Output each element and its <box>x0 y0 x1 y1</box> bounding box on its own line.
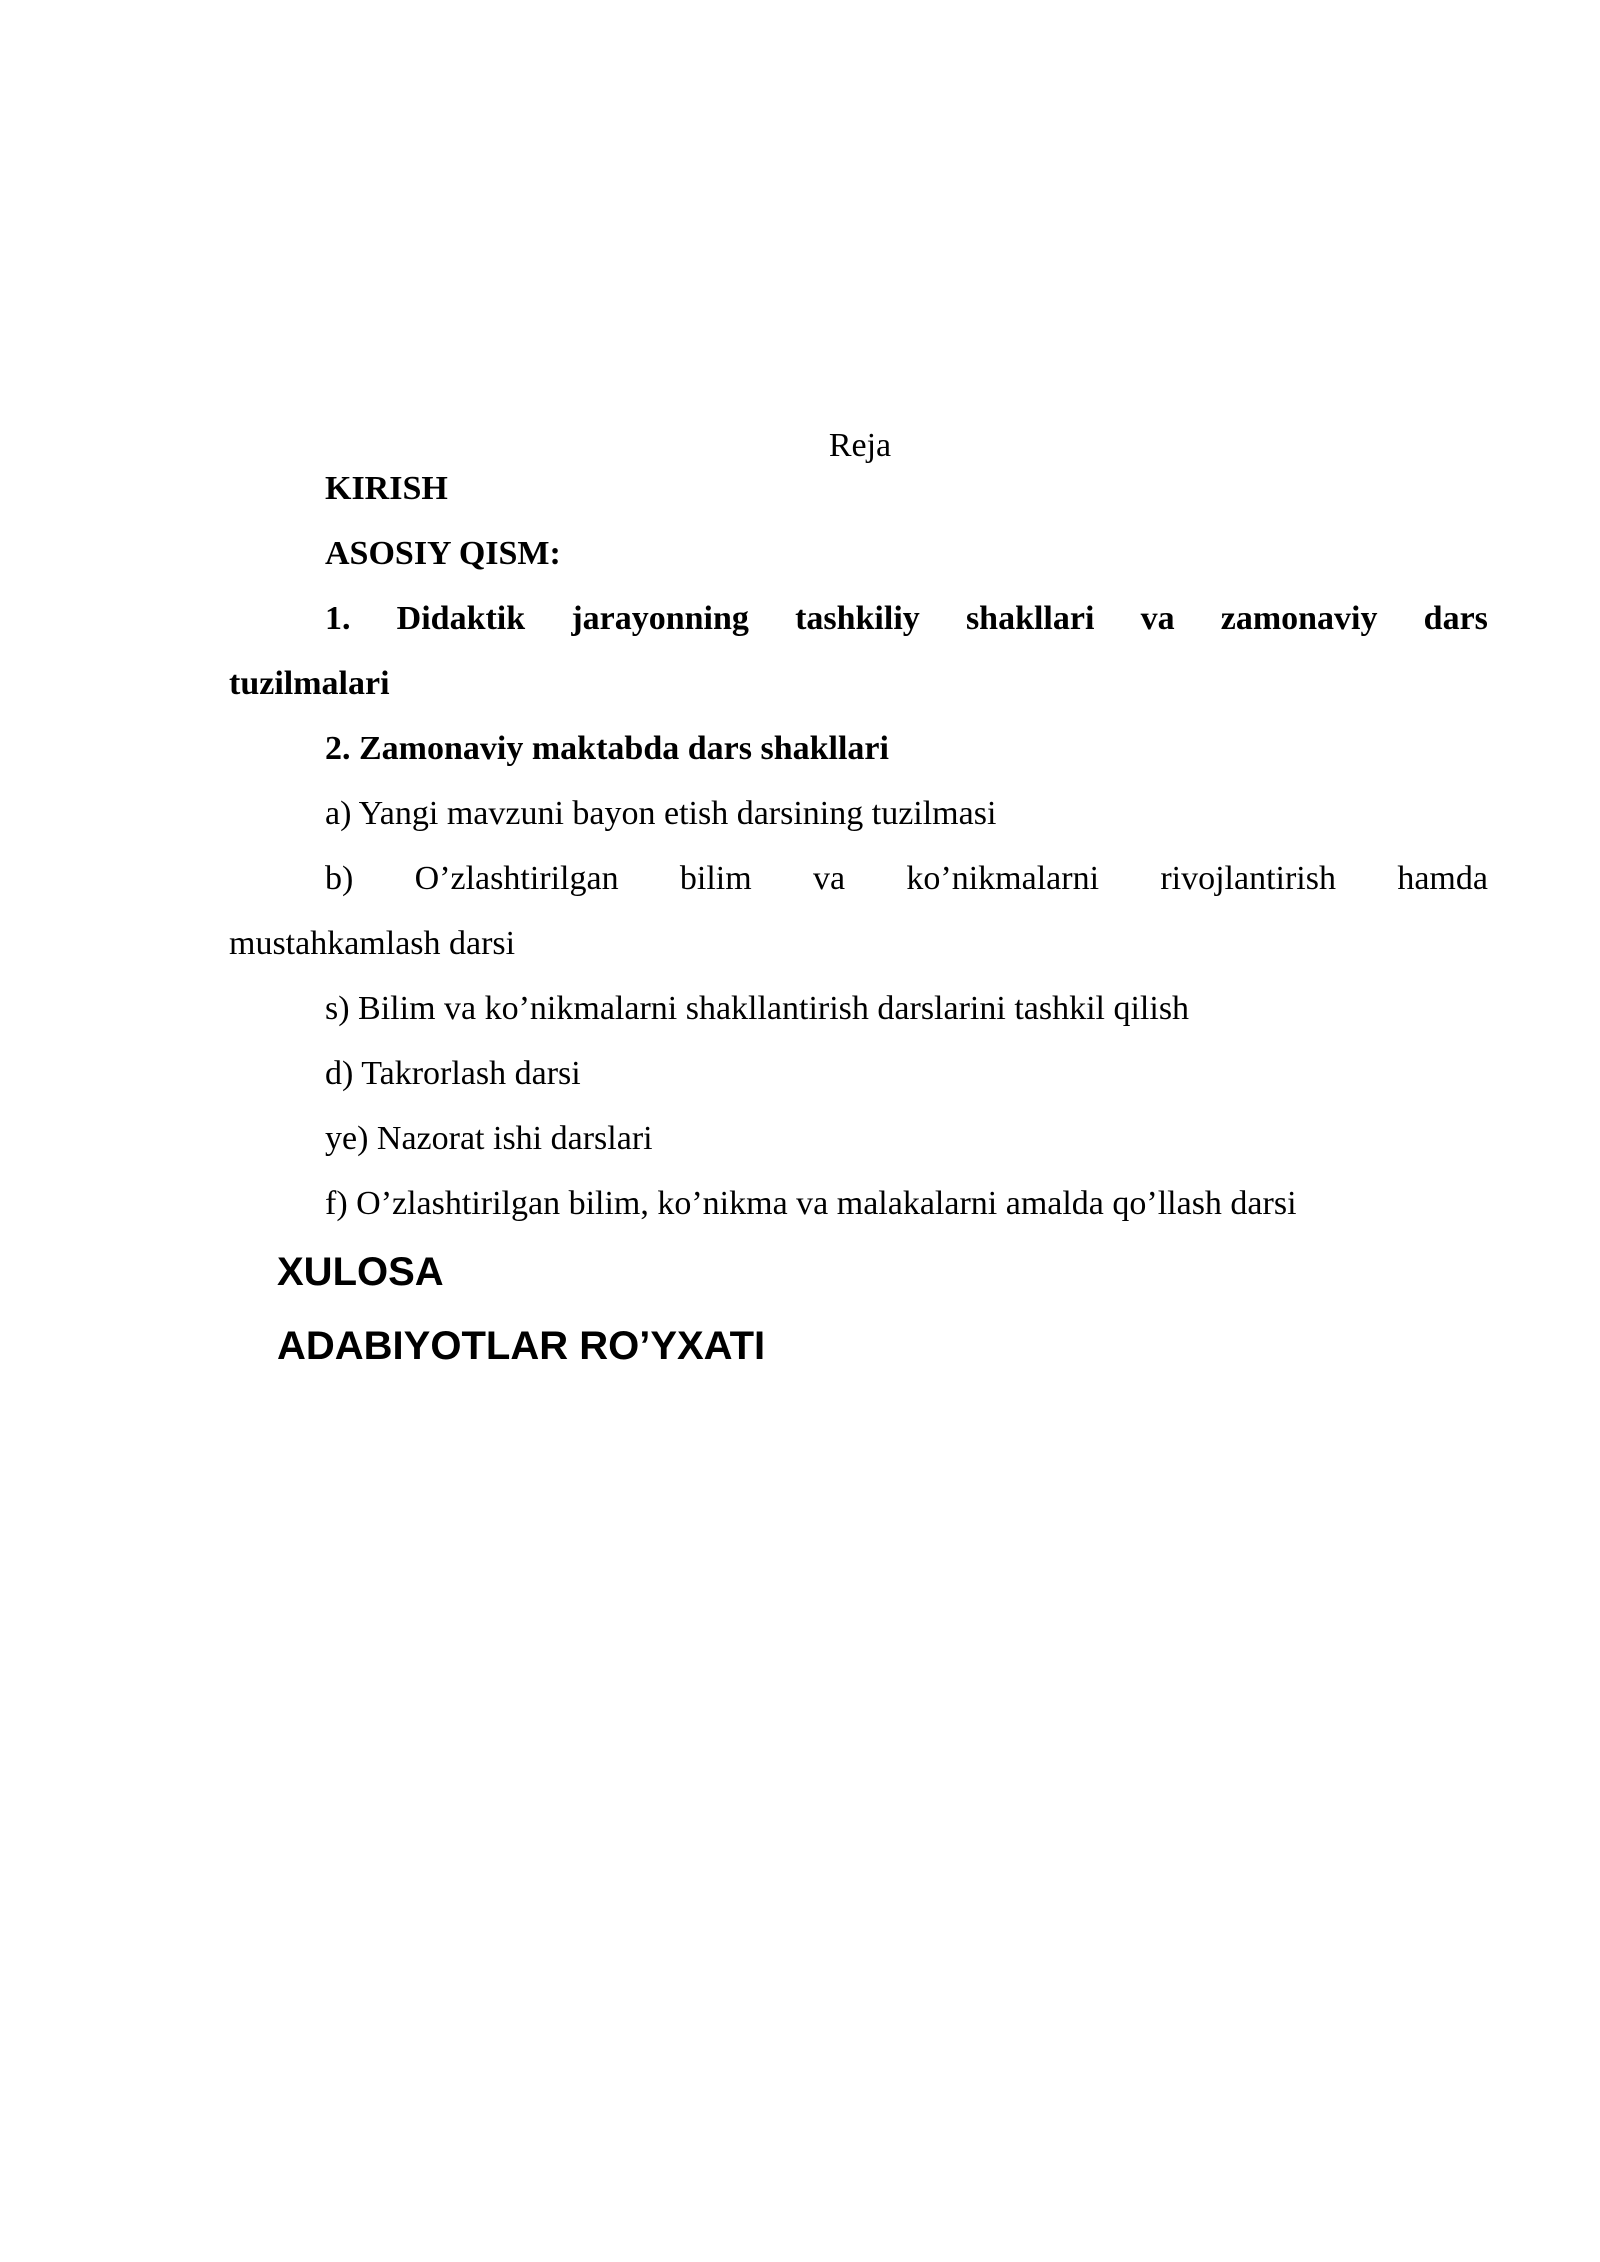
heading-adabiyotlar: ADABIYOTLAR RO’YXATI <box>277 1324 766 1368</box>
sub-item-a: a) Yangi mavzuni bayon etish darsining tuzilmasi <box>325 795 997 832</box>
sub-item-b-word: va <box>813 860 846 897</box>
sub-item-b-word: hamda <box>1397 860 1488 897</box>
item-1-continuation: tuzilmalari <box>229 665 390 702</box>
sub-item-b-word: O’zlashtirilgan <box>414 860 619 897</box>
sub-item-f: f) O’zlashtirilgan bilim, ko’nikma va malakalarni amalda qo’llash darsi <box>325 1185 1297 1222</box>
item-1-word: va <box>1140 600 1175 637</box>
heading-asosiy-qism: ASOSIY QISM: <box>325 535 561 572</box>
item-1-word: shakllari <box>965 600 1095 637</box>
sub-item-b-word: ko’nikmalarni <box>906 860 1100 897</box>
sub-item-d: d) Takrorlash darsi <box>325 1055 581 1092</box>
item-2: 2. Zamonaviy maktabda dars shakllari <box>325 730 889 767</box>
item-1-word: dars <box>1423 600 1488 637</box>
sub-item-b-continuation: mustahkamlash darsi <box>229 925 516 962</box>
item-1-word: 1. <box>325 600 351 637</box>
item-1-word: Didaktik <box>396 600 526 637</box>
heading-kirish: KIRISH <box>325 470 448 507</box>
item-1-word: jarayonning <box>571 600 749 637</box>
item-1-line <box>325 599 1488 639</box>
sub-item-b-word: b) <box>325 860 354 897</box>
sub-item-b-line <box>325 859 1488 899</box>
item-1-word: tashkiliy <box>795 600 920 637</box>
sub-item-b-word: rivojlantirish <box>1160 860 1336 897</box>
item-1-word: zamonaviy <box>1220 600 1378 637</box>
sub-item-s: s) Bilim va ko’nikmalarni shakllantirish darslarini tashkil qilish <box>325 990 1190 1027</box>
heading-xulosa: XULOSA <box>277 1250 444 1294</box>
document-title: Reja <box>828 427 892 464</box>
sub-item-b-word: bilim <box>679 860 752 897</box>
sub-item-ye: ye) Nazorat ishi darslari <box>325 1120 653 1157</box>
